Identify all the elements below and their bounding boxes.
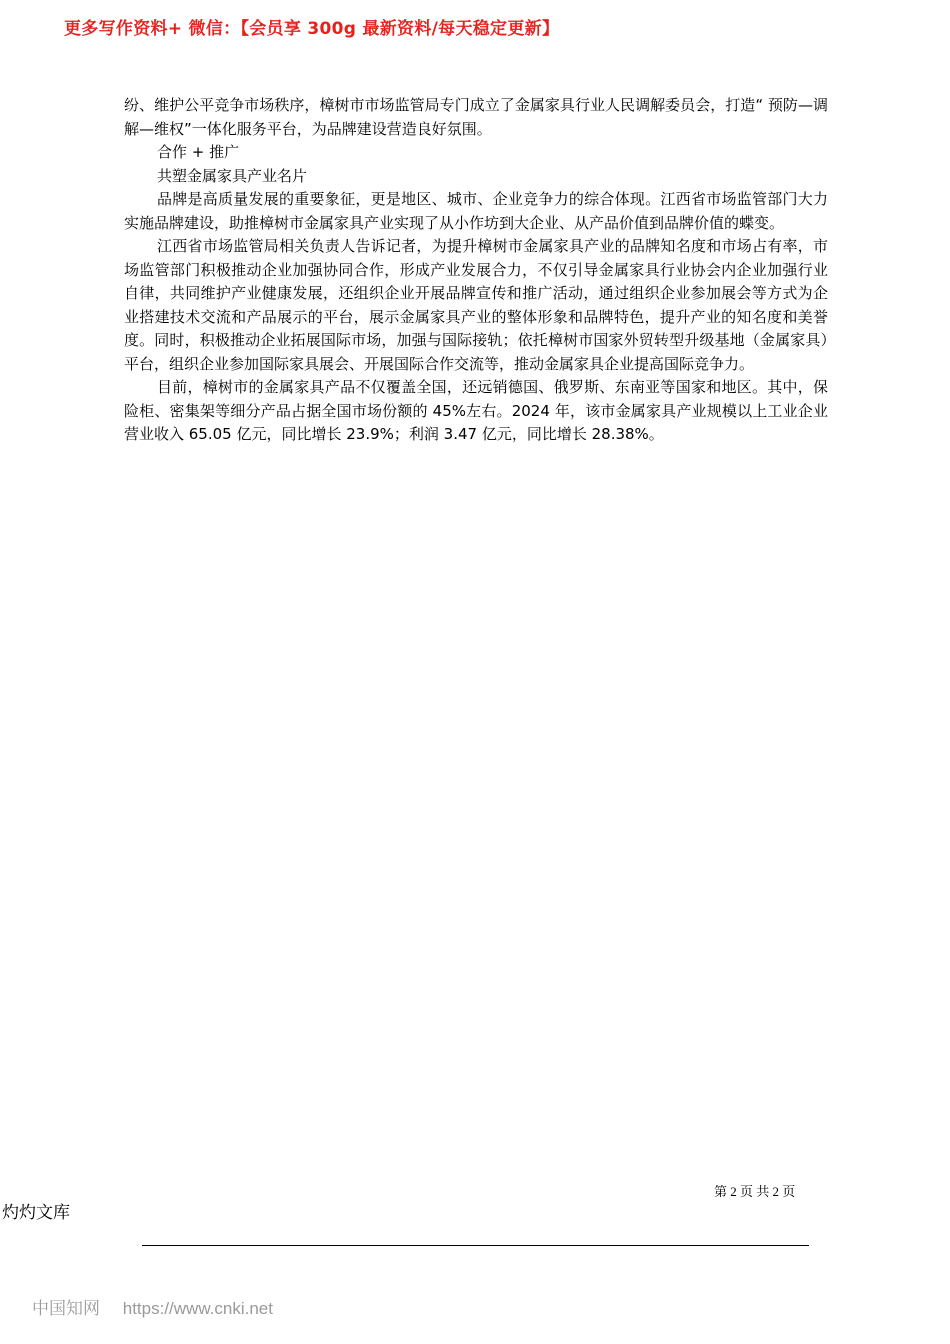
watermark xyxy=(32,1294,273,1319)
footer-divider xyxy=(142,1245,809,1246)
page-number: 第 2 页 共 2 页 xyxy=(714,1184,796,1199)
paragraph: 目前，樟树市的金属家具产品不仅覆盖全国，还远销德国、俄罗斯、东南亚等国家和地区。其中，保险柜、密集架等细分产品占据全国市场份额的 45%左右。2024 年，该市金属家具产业规模以上工业企业营业收入 65.05 亿元，同比增长 23.9%；利润 3.47 亿元，同比增长 28.38%。 xyxy=(124,378,828,443)
paragraph: 江西省市场监管局相关负责人告诉记者，为提升樟树市金属家具产业的品牌知名度和市场占有率，市场监管部门积极推动企业加强协同合作，形成产业发展合力，不仅引导金属家具行业协会内企业加强行业自律，共同维护产业健康发展，还组织企业开展品牌宣传和推广活动，通过组织企业参加展会等方式为企业搭建技术交流和产品展示的平台，展示金属家具产业的整体形象和品牌特色，提升产业的知名度和美誉度。同时，积极推动企业拓展国际市场，加强与国际接轨；依托樟树市国家外贸转型升级基地（金属家具）平台，组织企业参加国际家具展会、开展国际合作交流等，推动金属家具企业提高国际竞争力。 xyxy=(124,237,828,373)
brand-name: 灼灼文库 xyxy=(2,1203,70,1223)
article-body xyxy=(124,94,828,447)
section-subheading: 合作 + 推广 xyxy=(157,143,240,161)
promo-banner: 更多写作资料+ 微信：【会员享 300g 最新资料/每天稳定更新】 xyxy=(64,19,560,39)
section-heading: 共塑金属家具产业名片 xyxy=(157,166,308,185)
paragraph: 纷、维护公平竞争市场秩序，樟树市市场监管局专门成立了金属家具行业人民调解委员会，打造“ 预防—调解—维权”一体化服务平台，为品牌建设营造良好氛围。 xyxy=(124,96,828,138)
watermark-site: 中国知网 xyxy=(32,1299,100,1318)
watermark-url: https://www.cnki.net xyxy=(122,1299,273,1318)
paragraph: 品牌是高质量发展的重要象征，更是地区、城市、企业竞争力的综合体现。江西省市场监管部门大力实施品牌建设，助推樟树市金属家具产业实现了从小作坊到大企业、从产品价值到品牌价值的蝶变。 xyxy=(124,190,828,232)
